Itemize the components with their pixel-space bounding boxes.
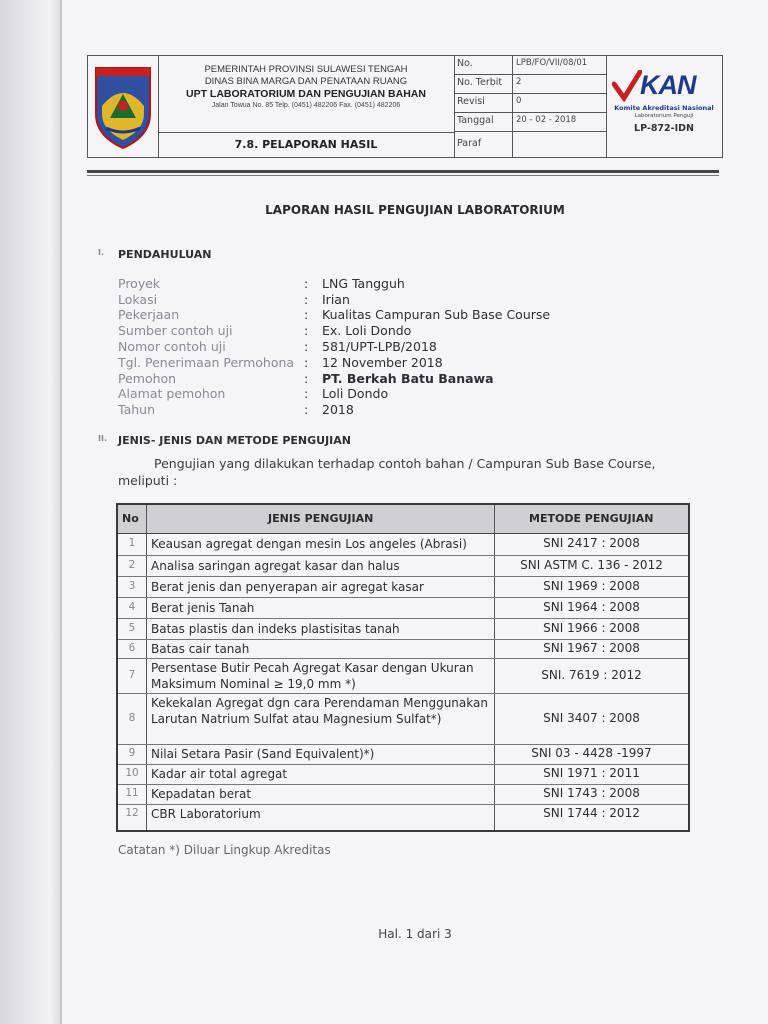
table-row: 1 Keausan agregat dengan mesin Los angeles (Abrasi) SNI 2417 : 2008: [118, 534, 688, 556]
table-row: 9 Nilai Setara Pasir (Sand Equivalent)*) SNI 03 - 4428 -1997: [118, 745, 688, 765]
page-number: Hal. 1 dari 3: [378, 927, 452, 941]
kan-id: LP-872-IDN: [634, 123, 694, 134]
document-meta: [454, 56, 607, 157]
kan-org: Komite Akreditasi Nasional: [614, 104, 714, 112]
kan-check-icon: [612, 70, 642, 102]
meta-row-terbit: No. Terbit 2: [454, 75, 606, 94]
header-rule: [87, 170, 719, 173]
institution-line2: DINAS BINA MARGA DAN PENATAAN RUANG: [204, 76, 408, 87]
institution-address: Jalan Towua No. 85 Telp. (0451) 482206 Fax. (0451) 482206: [211, 102, 401, 109]
table-header: [118, 505, 688, 534]
table-row: 8 Kekekalan Agregat dgn cara Perendaman Menggunakan Larutan Natrium Sulfat atau Magnesium Sulfat*) SNI 3407 : 2008: [118, 694, 688, 745]
document-page: PEMERINTAH PROVINSI SULAWESI TENGAH DINAS BINA MARGA DAN PENATAAN RUANG UPT LABORATORIUM DAN PENGUJIAN BAHAN Jalan Towua No. 85 Telp. (0451) 482206 Fax. (0451) 482206 7.8. PELAPORAN HASIL No. LPB/FO/VII/08/01 No. Terbit 2 Revisi 0 Tanggal 20 - 02 - 2018 Paraf KAN Komite Akreditasi Nasional Laboratorium Penguji LP-872-IDN LAPORAN HASIL PENGUJIAN LABORATORIUM I. PENDAHULUAN Proyek : LNG Tangguh Lokasi : Irian Pekerjaan : Kualitas Campuran Sub Base Course Sumber contoh uji : Ex. Loli Dondo Nomor contoh uji : 581/UPT-LPB/2018 Tgl. Penerimaan Permohona : 12 November 2018 Pemohon : PT. Berkah Batu Banawa Alamat pemohon : Loli Dondo Tahun : 2018 II. JENIS- JENIS DAN METODE PENGUJIAN Pengujian yang dilakukan terhadap contoh bahan / Campuran Sub Base Course, meliputi : No JENIS PENGUJIAN METODE PENGUJIAN 1 Keausan agregat dengan mesin Los angeles (Abrasi) SNI 2417 : 2008 2 Analisa saringan agregat kasar dan halus SNI ASTM C. 136 - 2012 3 Berat jenis dan penyerapan air agregat kasar SNI 1969 : 2008 4 Berat jenis Tanah SNI 1964 : 2008 5 Batas plastis dan indeks plastisitas tanah SNI 1966 : 2008 6 Batas cair tanah SNI 1967 : 2008 7 Persentase Butir Pecah Agregat Kasar dengan Ukuran Maksimum Nominal ≥ 19,0 mm *) SNI. 7619 : 2012 8 Kekekalan Agregat dgn cara Perendaman Menggunakan Larutan Natrium Sulfat atau Magnesium Sulfat*) SNI 3407 : 2008 9 Nilai Setara Pasir (Sand Equivalent)*) SNI 03 - 4428 -1997 10 Kadar air total agregat SNI 1971 : 2011 11 Kepadatan berat SNI 1743 : 2008 12 CBR Laboratorium SNI 1744 : 2012 Catatan *) Diluar Lingkup Akreditas Hal. 1 dari 3: [62, 0, 768, 1024]
header-metode: METODE PENGUJIAN: [529, 512, 654, 525]
institution-name: UPT LABORATORIUM DAN PENGUJIAN BAHAN: [186, 88, 426, 100]
book-spine: [0, 0, 62, 1024]
test-methods-table: [116, 503, 690, 832]
meta-row-revisi: Revisi 0: [454, 94, 606, 113]
kan-logo-text: KAN: [640, 70, 696, 100]
footnote: Catatan *) Diluar Lingkup Akreditas: [118, 843, 331, 857]
table-row: 11 Kepadatan berat SNI 1743 : 2008: [118, 785, 688, 805]
section-label: 7.8. PELAPORAN HASIL: [158, 132, 455, 157]
table-row: 10 Kadar air total agregat SNI 1971 : 2011: [118, 765, 688, 785]
table-row: 7 Persentase Butir Pecah Agregat Kasar dengan Ukuran Maksimum Nominal ≥ 19,0 mm *) SNI. 7619 : 2012: [118, 659, 688, 694]
report-title: LAPORAN HASIL PENGUJIAN LABORATORIUM: [265, 203, 565, 217]
province-emblem-icon: [88, 56, 159, 157]
meta-row-no: No. LPB/FO/VII/08/01: [454, 56, 606, 75]
header-rule-thin: [87, 175, 719, 176]
header-no: No: [122, 512, 139, 525]
table-row: 5 Batas plastis dan indeks plastisitas tanah SNI 1966 : 2008: [118, 619, 688, 640]
table-row: 12 CBR Laboratorium SNI 1744 : 2012: [125, 806, 640, 821]
header-jenis: JENIS PENGUJIAN: [268, 512, 374, 525]
meta-row-paraf: Paraf: [457, 138, 482, 149]
section2-intro: Pengujian yang dilakukan terhadap contoh bahan / Campuran Sub Base Course, meliputi :: [118, 456, 656, 488]
table-row: 3 Berat jenis dan penyerapan air agregat kasar SNI 1969 : 2008: [118, 577, 688, 598]
document-header: [87, 55, 723, 158]
table-row: 2 Analisa saringan agregat kasar dan halus SNI ASTM C. 136 - 2012: [118, 556, 688, 577]
kan-sub: Laboratorium Penguji: [634, 113, 694, 119]
institution-block: [158, 56, 455, 133]
kan-accreditation: [606, 56, 722, 157]
table-row: 4 Berat jenis Tanah SNI 1964 : 2008: [118, 598, 688, 619]
meta-row-tanggal: Tanggal 20 - 02 - 2018: [454, 113, 606, 132]
table-row: 6 Batas cair tanah SNI 1967 : 2008: [118, 640, 688, 659]
institution-line1: PEMERINTAH PROVINSI SULAWESI TENGAH: [204, 64, 408, 75]
